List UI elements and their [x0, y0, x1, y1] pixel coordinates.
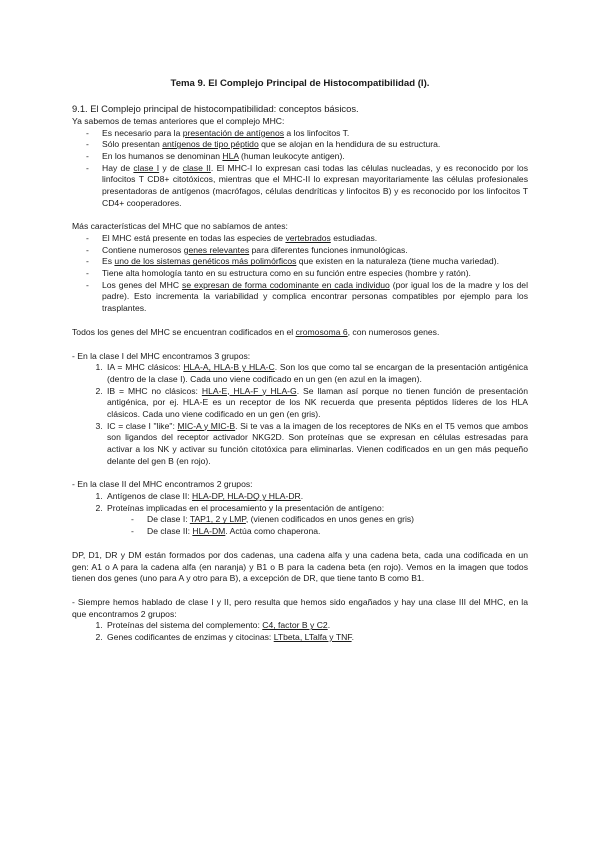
list-item: - Sólo presentan antígenos de tipo péptido que se alojan en la hendidura de su estructura.: [102, 139, 528, 151]
list-item: - Los genes del MHC se expresan de forma codominante en cada individuo (por igual los de la madre y los del padre). Esto incrementa la variabilidad y complica encontrar personas compatibles por ejemplo para los trasplantes.: [102, 280, 528, 315]
list-item: 1. Proteínas del sistema del complemento: C4, factor B y C2.: [105, 620, 528, 632]
more-intro-text: Más características del MHC que no sabíamos de antes:: [72, 221, 288, 232]
list-item: - De clase I: TAP1, 2 y LMP, (vienen codificados en unos genes en gris): [147, 514, 528, 526]
class1-list: [72, 362, 528, 467]
list-item: - Contiene numerosos genes relevantes para diferentes funciones inmunológicas.: [102, 245, 528, 257]
class2-intro: - En la clase II del MHC encontramos 2 grupos:: [72, 479, 253, 490]
known-facts-list: [72, 128, 528, 210]
list-item: - Es uno de los sistemas genéticos más polimórficos que existen en la naturaleza (tiene mucha variedad).: [102, 256, 528, 268]
list-item: - Hay de clase I y de clase II. El MHC-I lo expresan casi todas las células nucleadas, y es reconocido por los linfocitos T CD8+ citotóxicos, mientras que el MHC-II lo expresan mayoritariamente las células profesionales presentadoras de antígenos (macrófagos, células dendríticas y linfocitos B) y es reconocido por los linfocitos T CD4+ cooperadores.: [102, 163, 528, 210]
list-item: 2. Genes codificantes de enzimas y citocinas: LTbeta, LTalfa y TNF.: [105, 632, 528, 644]
list-item: - De clase II: HLA-DM. Actúa como chaperona.: [147, 526, 528, 538]
list-item: 1. Antígenos de clase II: HLA-DP, HLA-DQ y HLA-DR.: [105, 491, 528, 503]
class3-list: [72, 620, 528, 643]
intro-text: Ya sabemos de temas anteriores que el complejo MHC:: [72, 115, 285, 126]
more-facts-list: [72, 233, 528, 315]
list-item: 3. IC = clase I "like": MIC-A y MIC-B. Si te vas a la imagen de los receptores de NKs en el T5 vemos que ambos son ligandos del receptor activador NKG2D. Son proteínas que se expresan en células estresadas para activar a los NK y activar su función citotóxica para eliminarlas. Vienen codificados en un gen más pequeño delante del gen B (en rojo).: [105, 421, 528, 468]
class2-sublist: [107, 514, 528, 537]
document-title: Tema 9. El Complejo Principal de Histocompatibilidad (I).: [170, 78, 430, 89]
list-item: - Tiene alta homología tanto en su estructura como en su función entre especies (hombre y ratón).: [102, 268, 528, 280]
list-item: 1. IA = MHC clásicos: HLA-A, HLA-B y HLA-C. Son los que como tal se encargan de la presentación antigénica (dentro de la clase I). Cada uno viene codificado en un gen (en azul en la imagen).: [105, 362, 528, 385]
list-item: 2. IB = MHC no clásicos: HLA-E, HLA-F y HLA-G. Se llaman así porque no tienen función de presentación antigénica, por ej. HLA-E es un receptor de los NK recuerda que presenta péptidos líderes de los HLA clásicos. Cada uno viene codificado en un gen (en gris).: [105, 386, 528, 421]
class2-list: [72, 491, 528, 538]
list-item: - En los humanos se denominan HLA (human leukocyte antigen).: [102, 151, 528, 163]
class1-intro: - En la clase I del MHC encontramos 3 grupos:: [72, 350, 251, 361]
chromosome-paragraph: Todos los genes del MHC se encuentran codificados en el cromosoma 6, con numerosos genes.: [72, 326, 440, 337]
class3-intro: - Siempre hemos hablado de clase I y II, pero resulta que hemos sido engañados y hay una clase III del MHC, en la que encontramos 2 grupos:: [72, 596, 528, 619]
list-item: - El MHC está presente en todas las especies de vertebrados estudiadas.: [102, 233, 528, 245]
section-heading: 9.1. El Complejo principal de histocompatibilidad: conceptos básicos.: [72, 103, 359, 115]
list-item: 2. Proteínas implicadas en el procesamiento y la presentación de antígeno: - De clase I: TAP1, 2 y LMP, (vienen codificados en unos genes en gris) - De clase II: HLA-DM. Actúa como chaperona.: [105, 503, 528, 538]
list-item: - Es necesario para la presentación de antígenos a los linfocitos T.: [102, 128, 528, 140]
chains-paragraph: DP, D1, DR y DM están formados por dos cadenas, una cadena alfa y una cadena beta, cada una codificada en un gen: A1 o A para la cadena alfa (en naranja) y B1 o B para la cadena beta (en rojo). Vemos en la imagen que todos tienen dos genes (uno para A y otro para B), a excepción de DR, que tiene tanto B como B1.: [72, 549, 528, 584]
